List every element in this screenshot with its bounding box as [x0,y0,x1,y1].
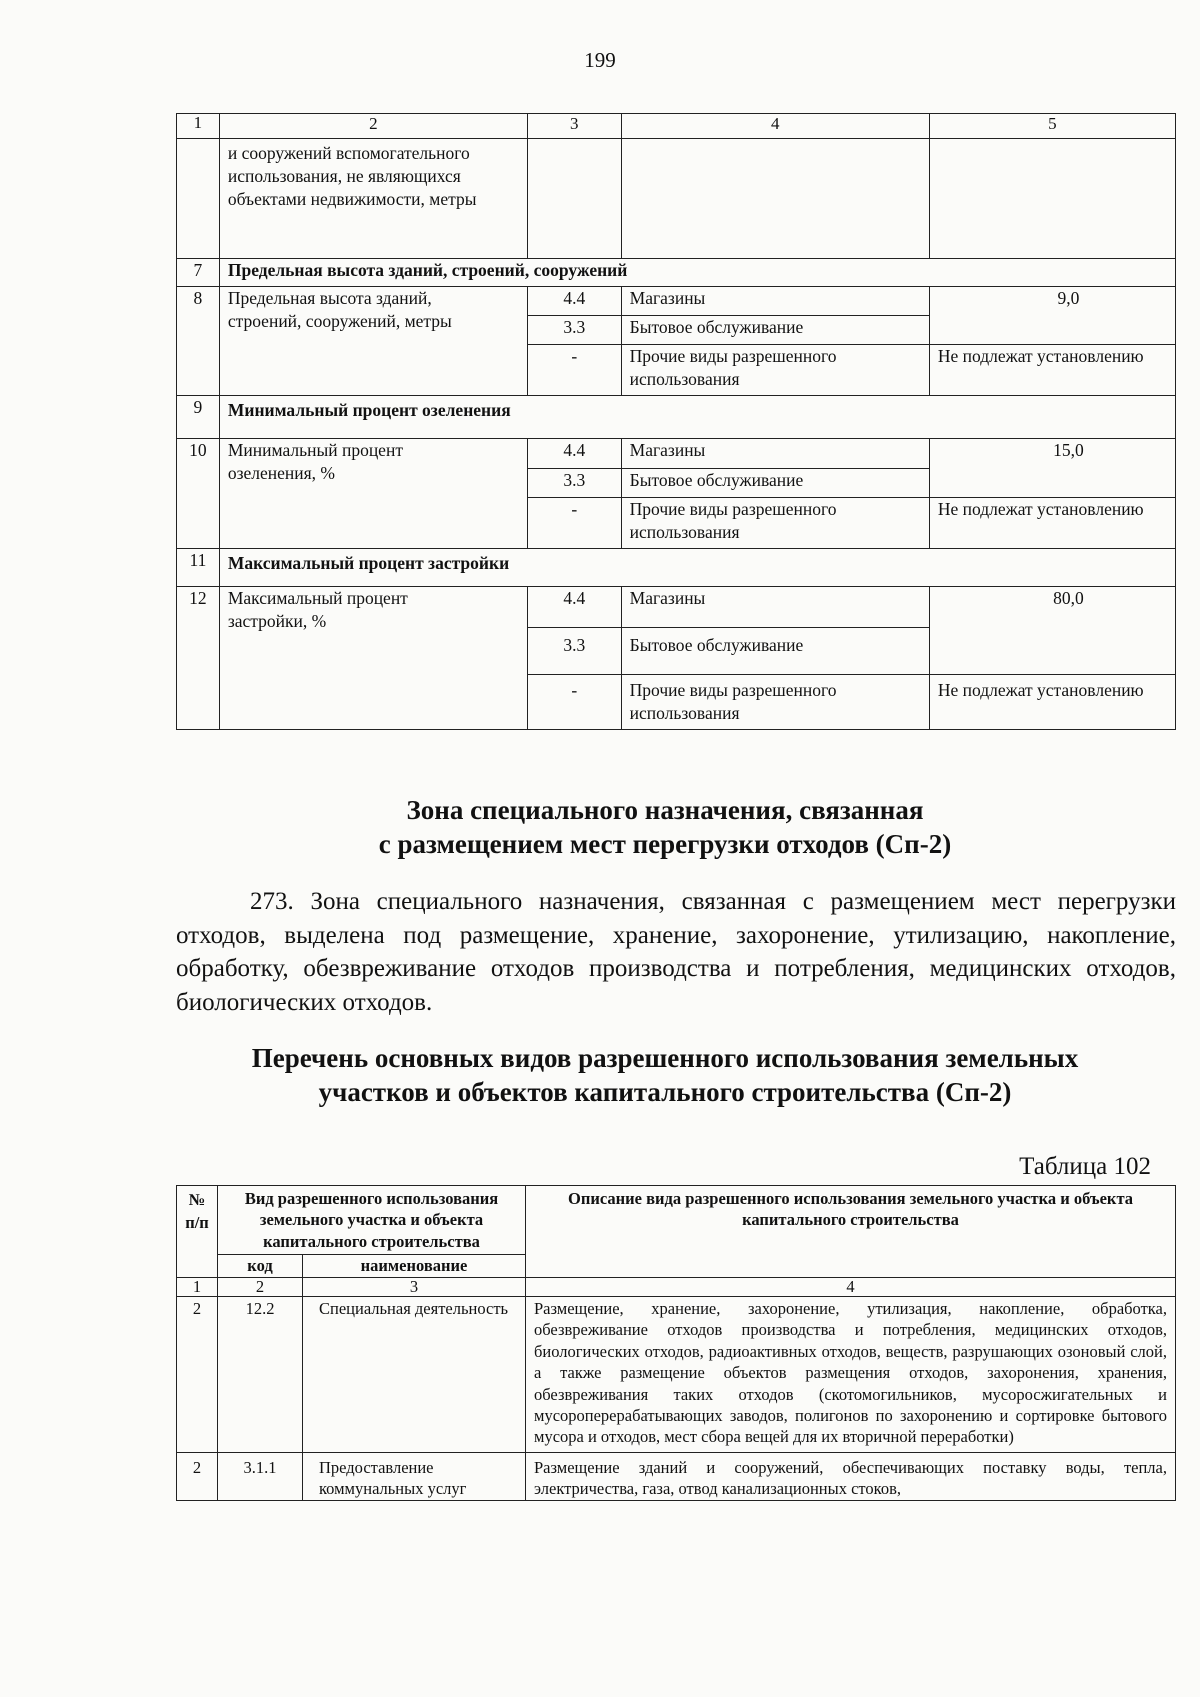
use-name: Магазины [621,587,929,628]
col-number-2: 2 [219,114,527,139]
zone-parameters-table [176,113,1176,730]
use-name: Прочие виды разрешенного использования [621,675,929,730]
parameter-value: 80,0 [929,587,1175,675]
section-title: Минимальный процент озеленения [219,396,1175,439]
use-name: Магазины [621,439,929,469]
use-name: Бытовое обслуживание [621,628,929,675]
section-title: Максимальный процент застройки [219,549,1175,587]
use-code: - [527,345,621,396]
list-heading-line-2: участков и объектов капитального строительства (Сп-2) [318,1076,1012,1107]
row-number: 2 [177,1296,218,1452]
col-number-3: 3 [527,114,621,139]
parameter-value: 9,0 [929,287,1175,345]
header-opisanie: Описание вида разрешенного использования земельного участка и объекта капитального строительства [526,1186,1176,1278]
row-number: 7 [177,259,220,287]
row-number: 10 [177,439,220,549]
table-row [177,396,1176,439]
use-code: 4.4 [527,287,621,316]
row-number: 8 [177,287,220,396]
col-number-4: 4 [526,1277,1176,1296]
table-row [177,1296,1176,1452]
use-name: Бытовое обслуживание [621,469,929,498]
col-number-3: 3 [303,1277,526,1296]
use-code: 4.4 [527,439,621,469]
table-row [177,287,1176,316]
col-number-2: 2 [218,1277,303,1296]
header-kod: код [218,1255,303,1277]
table-row [177,139,1176,259]
table-row [177,549,1176,587]
section-title: Предельная высота зданий, строений, сооружений [219,259,1175,287]
zone-heading-line-1: Зона специального назначения, связанная [406,795,924,825]
list-heading [0,1042,1200,1110]
use-code: - [527,498,621,549]
table-header-row [177,1277,1176,1296]
row-number: 2 [177,1452,218,1500]
table-row [177,259,1176,287]
col-number-1: 1 [177,114,220,139]
col-number-1: 1 [177,1277,218,1296]
use-name: Прочие виды разрешенного использования [621,498,929,549]
table-row [177,587,1176,628]
col-number-4: 4 [621,114,929,139]
table-caption: Таблица 102 [1019,1153,1151,1180]
row-number: 9 [177,396,220,439]
table-row [177,439,1176,469]
use-name: Бытовое обслуживание [621,316,929,345]
continuation-text: и сооружений вспомогательного использования, не являющихся объектами недвижимости, метры [219,139,527,259]
zone-heading [0,794,1200,862]
table-header-row [177,114,1176,139]
parameter-name: Минимальный процент озеленения, % [219,439,527,549]
table-row [177,1452,1176,1500]
header-num: № п/п [177,1186,218,1278]
list-heading-line-1: Перечень основных видов разрешенного использования земельных [251,1043,1079,1073]
permitted-use-table [176,1185,1176,1501]
use-name: Прочие виды разрешенного использования [621,345,929,396]
use-description: Размещение зданий и сооружений, обеспечивающих поставку воды, тепла, электричества, газа, отвод канализационных стоков, [526,1452,1176,1500]
use-code: 3.3 [527,316,621,345]
parameter-value: Не подлежат установлению [929,345,1175,396]
table-header-row [177,1186,1176,1255]
parameter-value: Не подлежат установлению [929,675,1175,730]
use-code: 3.3 [527,628,621,675]
use-code: - [527,675,621,730]
use-code: 4.4 [527,587,621,628]
parameter-name: Предельная высота зданий, строений, сооружений, метры [219,287,527,396]
parameter-value: Не подлежат установлению [929,498,1175,549]
paragraph-273: 273. Зона специального назначения, связанная с размещением мест перегрузки отходов, выделена под размещение, хранение, захоронение, утилизацию, накопление, обработку, обезвреживание отходов производства и потребления, медицинских отходов, биологических отходов. [176,888,1176,1016]
use-name: Предоставление коммунальных услуг [303,1452,526,1500]
use-name: Специальная деятельность [303,1296,526,1452]
page-number: 199 [584,48,616,72]
use-code: 3.1.1 [218,1452,303,1500]
col-number-5: 5 [929,114,1175,139]
row-number: 11 [177,549,220,587]
use-code: 3.3 [527,469,621,498]
use-description: Размещение, хранение, захоронение, утилизация, накопление, обработка, обезвреживание отходов производства и потребления, медицинских отходов, биологических отходов, радиоактивных отходов, веществ, разрушающих озоновый слой, а также размещение объектов размещения отходов, захоронения, хранения, обезвреживания таких отходов (скотомогильников, мусоросжигательных и мусороперерабатывающих заводов, полигонов по захоронению и сортировке бытового мусора и отходов, мест сбора вещей для их вторичной переработки) [526,1296,1176,1452]
use-code: 12.2 [218,1296,303,1452]
zone-heading-line-2: с размещением мест перегрузки отходов (Сп-2) [378,828,952,859]
header-vid: Вид разрешенного использования земельного участка и объекта капитального строительства [218,1186,526,1255]
parameter-name: Максимальный процент застройки, % [219,587,527,730]
use-name: Магазины [621,287,929,316]
parameter-value: 15,0 [929,439,1175,498]
row-number: 12 [177,587,220,730]
header-naimenovanie: наименование [303,1255,526,1277]
